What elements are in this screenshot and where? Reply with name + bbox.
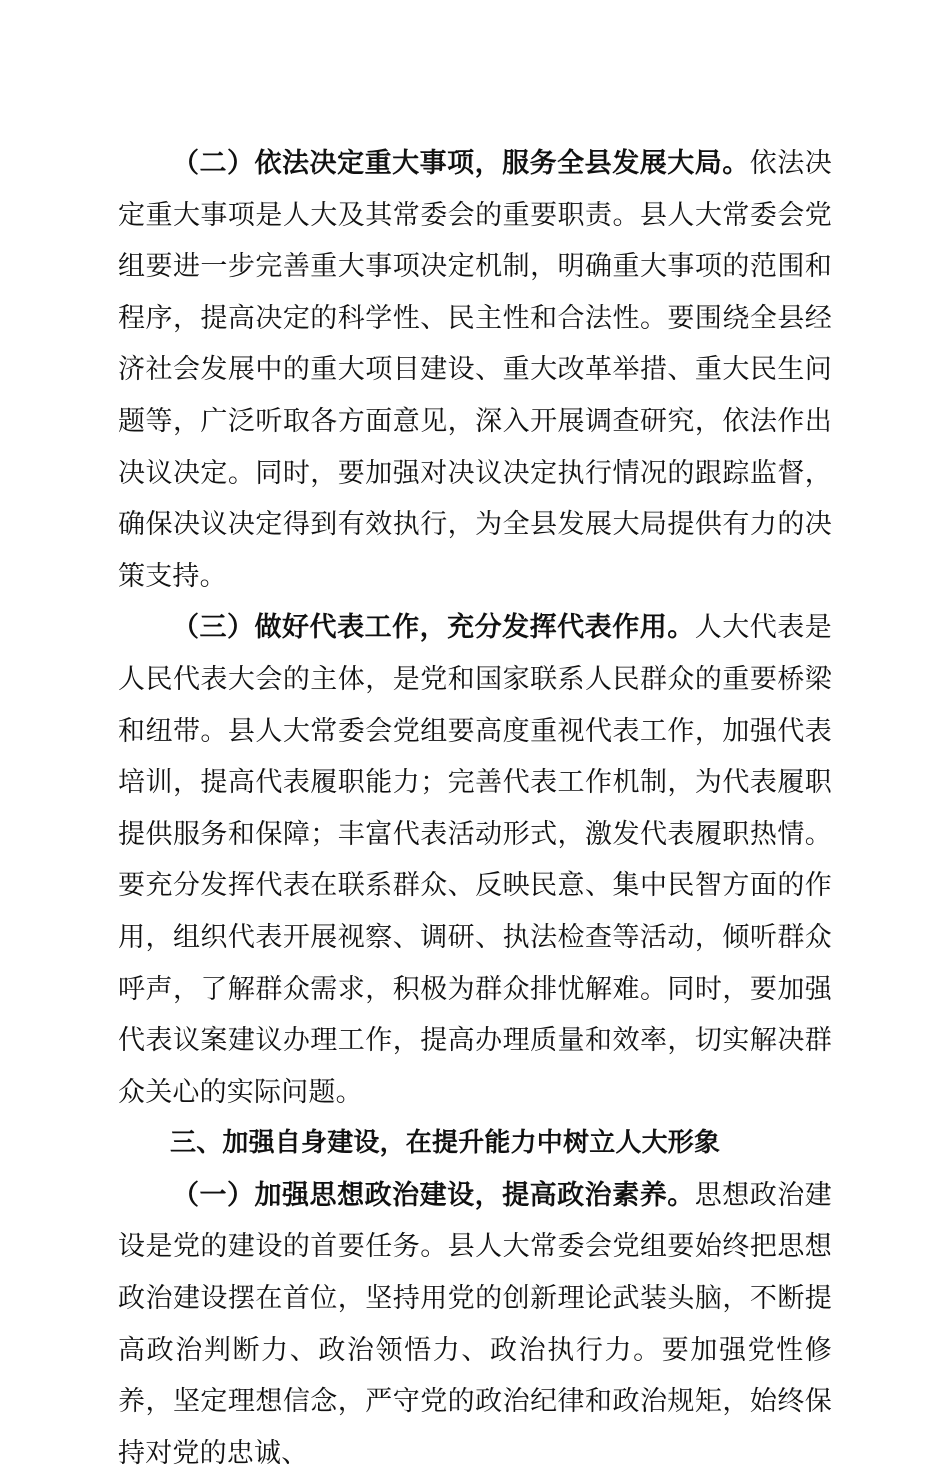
- paragraph-deputy-work: [118, 602, 832, 1118]
- paragraph-text: 依法决定重大事项是人大及其常委会的重要职责。县人大常委会党组要进一步完善重大事项决定机制，明确重大事项的范围和程序，提高决定的科学性、民主性和合法性。要围绕全县经济社会发展中的重大项目建设、重大改革举措、重大民生问题等，广泛听取各方面意见，深入开展调查研究，依法作出决议决定。同时，要加强对决议决定执行情况的跟踪监督，确保决议决定得到有效执行，为全县发展大局提供有力的决策支持。: [118, 148, 832, 592]
- paragraph-political-building: [118, 1170, 832, 1479]
- paragraph-heading: （三）做好代表工作，充分发挥代表作用。: [172, 612, 695, 644]
- section-title: 三、加强自身建设，在提升能力中树立人大形象: [170, 1128, 721, 1159]
- paragraph-major-matters: [118, 138, 832, 602]
- document-body: [118, 138, 832, 1479]
- paragraph-heading: （一）加强思想政治建设，提高政治素养。: [172, 1179, 695, 1211]
- paragraph-heading: （二）依法决定重大事项，服务全县发展大局。: [172, 148, 750, 179]
- paragraph-text: 人大代表是人民代表大会的主体，是党和国家联系人民群众的重要桥梁和纽带。县人大常委会党组要高度重视代表工作，加强代表培训，提高代表履职能力；完善代表工作机制，为代表履职提供服务和保障；丰富代表活动形式，激发代表履职热情。要充分发挥代表在联系群众、反映民意、集中民智方面的作用，组织代表开展视察、调研、执法检查等活动，倾听群众呼声，了解群众需求，积极为群众排忧解难。同时，要加强代表议案建议办理工作，提高办理质量和效率，切实解决群众关心的实际问题。: [118, 612, 832, 1108]
- paragraph-text: 思想政治建设是党的建设的首要任务。县人大常委会党组要始终把思想政治建设摆在首位，坚持用党的创新理论武装头脑，不断提高政治判断力、政治领悟力、政治执行力。要加强党性修养，坚定理想信念，严守党的政治纪律和政治规矩，始终保持对党的忠诚、: [118, 1179, 832, 1469]
